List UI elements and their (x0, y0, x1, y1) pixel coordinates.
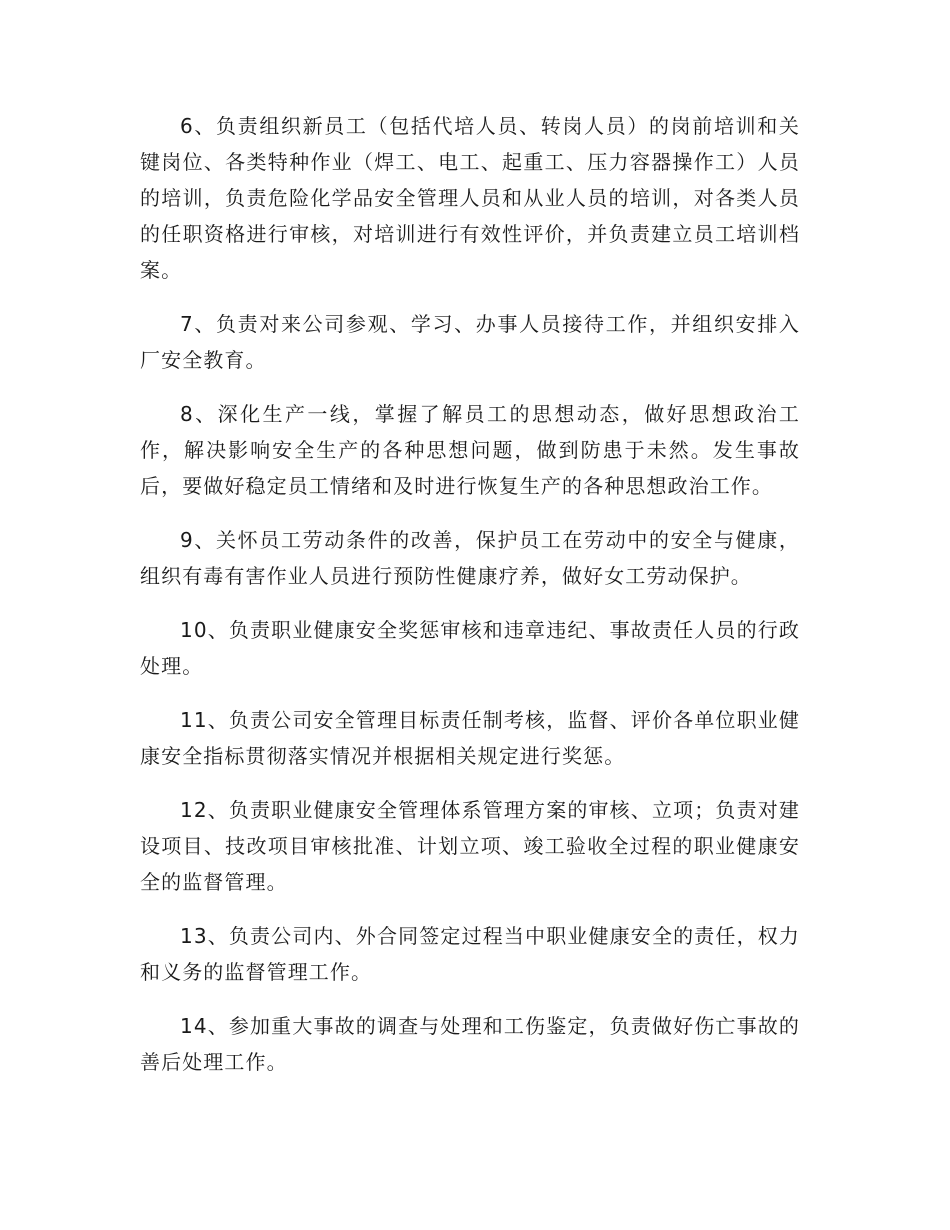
paragraph-item-9: 9、关怀员工劳动条件的改善，保护员工在劳动中的安全与健康，组织有毒有害作业人员进行预防性健康疗养，做好女工劳动保护。 (140, 528, 800, 588)
paragraph-item-12: 12、负责职业健康安全管理体系管理方案的审核、立项；负责对建设项目、技改项目审核批准、计划立项、竣工验收全过程的职业健康安全的监督管理。 (140, 798, 800, 894)
paragraph-item-13: 13、负责公司内、外合同签定过程当中职业健康安全的责任，权力和义务的监督管理工作。 (140, 924, 800, 984)
paragraph-item-7: 7、负责对来公司参观、学习、办事人员接待工作，并组织安排入厂安全教育。 (140, 312, 800, 372)
paragraph-item-8: 8、深化生产一线，掌握了解员工的思想动态，做好思想政治工作，解决影响安全生产的各种思想问题，做到防患于未然。发生事故后，要做好稳定员工情绪和及时进行恢复生产的各种思想政治工作。 (140, 402, 800, 498)
paragraph-item-6: 6、负责组织新员工（包括代培人员、转岗人员）的岗前培训和关键岗位、各类特种作业（焊工、电工、起重工、压力容器操作工）人员的培训，负责危险化学品安全管理人员和从业人员的培训，对各类人员的任职资格进行审核，对培训进行有效性评价，并负责建立员工培训档案。 (140, 114, 800, 282)
document-body (140, 108, 800, 1098)
paragraph-item-11: 11、负责公司安全管理目标责任制考核，监督、评价各单位职业健康安全指标贯彻落实情况并根据相关规定进行奖惩。 (140, 708, 800, 768)
paragraph-item-14: 14、参加重大事故的调查与处理和工伤鉴定，负责做好伤亡事故的善后处理工作。 (140, 1014, 800, 1074)
paragraph-item-10: 10、负责职业健康安全奖惩审核和违章违纪、事故责任人员的行政处理。 (140, 618, 800, 678)
